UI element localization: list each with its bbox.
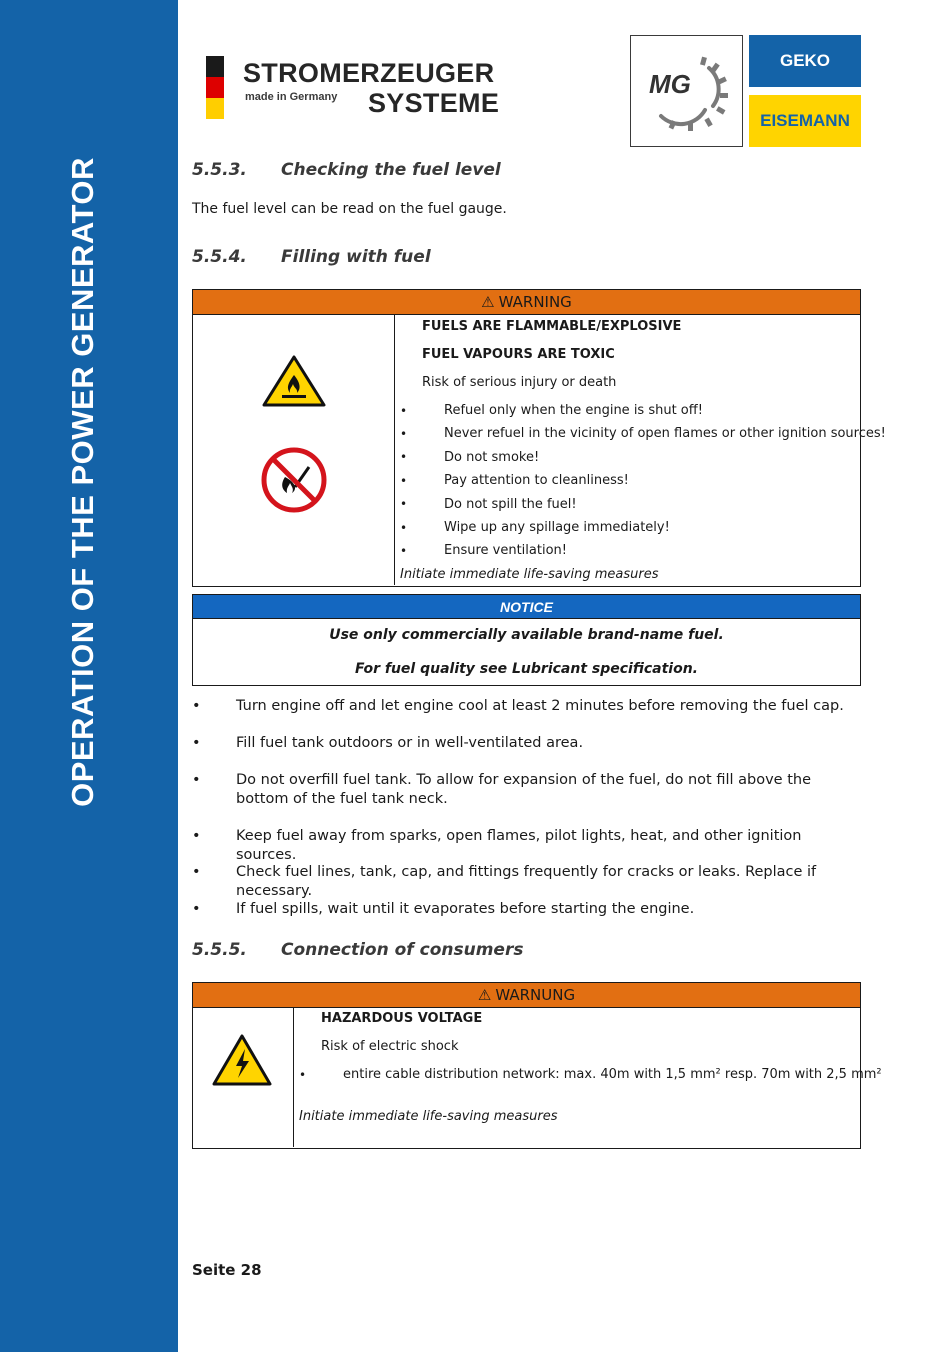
bullet-dot-icon: • [400, 544, 408, 558]
bullet-dot-icon: • [299, 1068, 307, 1082]
warning-footer: Initiate immediate life-saving measures [299, 1109, 558, 1124]
warning-bullet: Do not smoke! [444, 450, 540, 465]
svg-text:MG: MG [649, 69, 691, 99]
no-open-flame-icon [261, 447, 327, 513]
warning-header-label: WARNUNG [495, 986, 576, 1004]
warning-text-column [395, 315, 886, 585]
bullet-dot-icon: • [192, 735, 201, 751]
bullet-dot-icon: • [192, 828, 201, 844]
german-flag-icon [206, 56, 224, 119]
notice-line1: Use only commercially available brand-name fuel. [329, 627, 724, 643]
bullet-dot-icon: • [400, 450, 408, 464]
warning-bullet: Ensure ventilation! [444, 543, 567, 558]
warning-triangle-icon: ⚠ [481, 293, 495, 311]
warning-bullet: Pay attention to cleanliness! [444, 473, 629, 488]
bullet-dot-icon: • [400, 497, 408, 511]
warning-line1: FUELS ARE FLAMMABLE/EXPLOSIVE [422, 319, 682, 334]
brand-tagline: made in Germany [245, 91, 338, 103]
section-heading-554 [192, 247, 431, 267]
notice-line2: For fuel quality see Lubricant specification. [354, 661, 699, 677]
warning-bullet: Never refuel in the vicinity of open flames or other ignition sources! [444, 426, 886, 441]
warning-line3: Risk of serious injury or death [422, 375, 617, 390]
warning-footer: Initiate immediate life-saving measures [400, 567, 659, 582]
section-title: Connection of consumers [281, 940, 524, 960]
bullet-dot-icon: • [400, 427, 408, 441]
section-title: Filling with fuel [281, 247, 431, 267]
warning-header [193, 290, 860, 315]
bullet-dot-icon: • [192, 901, 201, 917]
voltage-warning-box [192, 982, 882, 1149]
mg-gear-icon [631, 36, 741, 145]
warning-line1: HAZARDOUS VOLTAGE [321, 1011, 483, 1026]
bullet-dot-icon: • [400, 474, 408, 488]
section-heading-555 [192, 940, 523, 960]
warning-header [193, 983, 860, 1008]
high-voltage-warning-icon [212, 1034, 272, 1086]
warning-icon-column [193, 315, 395, 585]
notice-header: NOTICE [193, 595, 860, 619]
warning-bullet: Do not spill the fuel! [444, 497, 577, 512]
warning-header-label: WARNING [498, 293, 572, 311]
brand-name-line2: SYSTEME [368, 88, 500, 118]
bullet-dot-icon: • [192, 772, 201, 788]
geko-logo: GEKO [749, 35, 861, 87]
warning-bullet: entire cable distribution network: max. 40m with 1,5 mm² resp. 70m with 2,5 mm² [343, 1067, 882, 1082]
page-number: Seite 28 [192, 1261, 262, 1279]
warning-triangle-icon: ⚠ [477, 986, 492, 1004]
brand-name-line1: STROMERZEUGER [243, 58, 495, 88]
section-number: 5.5.5. [192, 940, 247, 960]
bullet-dot-icon: • [400, 404, 408, 418]
warning-bullet: Refuel only when the engine is shut off! [444, 403, 703, 418]
eisemann-logo: EISEMANN [749, 95, 861, 147]
warning-line2: Risk of electric shock [321, 1039, 459, 1054]
section-heading-553 [192, 160, 501, 180]
bullet-dot-icon: • [400, 521, 408, 535]
flammable-warning-icon [262, 355, 326, 407]
warning-bullet: Wipe up any spillage immediately! [444, 520, 670, 535]
bullet-dot-icon: • [192, 698, 201, 714]
section-number: 5.5.3. [192, 160, 247, 180]
bullet-dot-icon: • [192, 864, 201, 880]
warning-icon-column [193, 1008, 294, 1147]
mg-logo [630, 35, 743, 147]
sidebar [0, 0, 178, 1352]
warning-text-column [294, 1008, 882, 1147]
warning-line2: FUEL VAPOURS ARE TOXIC [422, 347, 615, 362]
section-title: Checking the fuel level [281, 160, 501, 180]
section-number: 5.5.4. [192, 247, 247, 267]
sidebar-title: OPERATION OF THE POWER GENERATOR [65, 157, 100, 807]
fuel-warning-box [192, 289, 886, 587]
fuel-level-text: The fuel level can be read on the fuel gauge. [192, 201, 507, 217]
notice-box [192, 594, 861, 686]
